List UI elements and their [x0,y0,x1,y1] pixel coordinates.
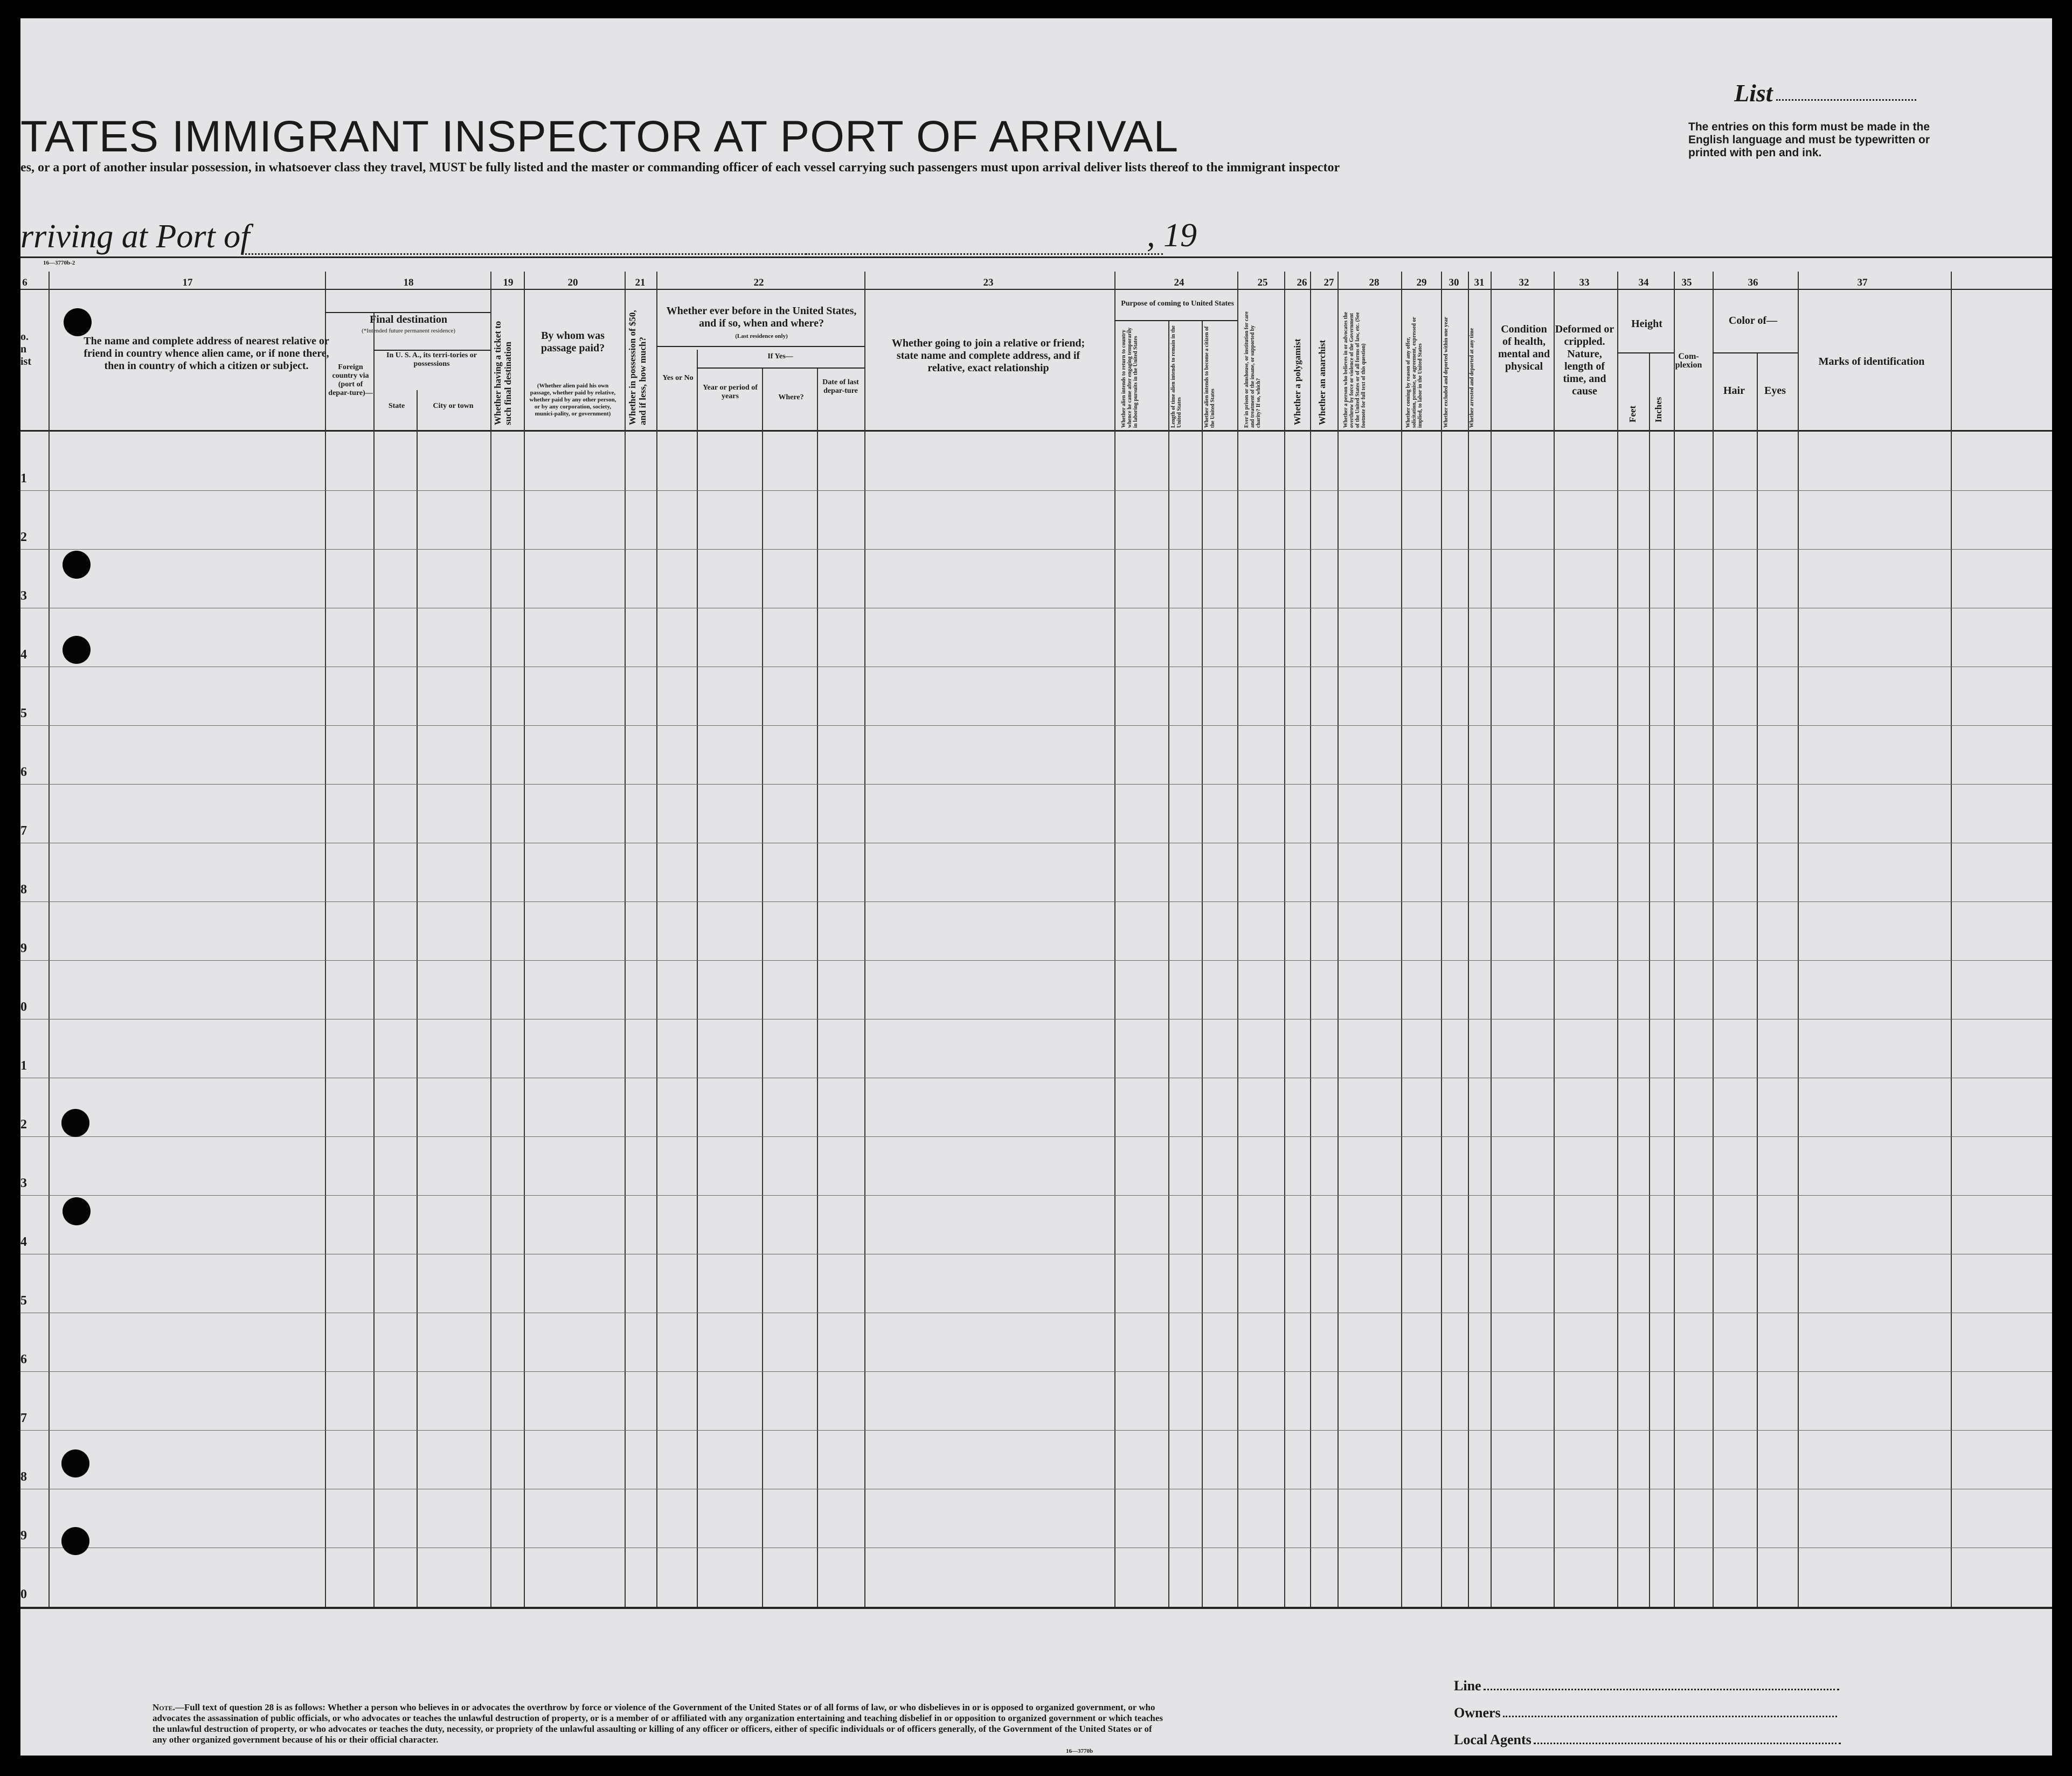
subheader-rule [656,346,864,347]
col24-length: Length of time alien intends to remain in the United States [1170,325,1182,428]
column-number: 19 [503,277,514,288]
column-rule [325,272,326,1607]
subheader-rule [697,367,864,369]
column-rule [1713,272,1714,1607]
row-number: 9 [20,1529,27,1543]
column-number: 22 [753,277,764,288]
column-number: 36 [1748,277,1758,288]
column-number: 26 [1297,277,1307,288]
row-rule [20,901,2052,902]
col25-header: Ever in prison or almshouse, or institution for care and treatment of the insane, or supported by charity? If so, which? [1244,311,1262,428]
column-number: 35 [1681,277,1692,288]
column-number: 23 [983,277,994,288]
top-form-code: 16—3770b-2 [43,260,75,266]
column-rule [1338,272,1339,1607]
row-number: 4 [20,1235,27,1249]
column-rule [1284,272,1285,1607]
column-number: 17 [182,277,193,288]
column-rule [1401,272,1402,1607]
row-number: 0 [20,1587,27,1601]
row-rule [20,784,2052,785]
row-number: 1 [20,471,27,485]
col18-note: (*Intended future permanent residence) [362,328,455,334]
list-number-field[interactable] [1776,99,1916,101]
col22-date: Date of last depar-ture [822,378,859,395]
col29-header: Whether coming by reason of any offer, solicitation, promise, or agreement, expressed or implied, to labor in the United States [1405,317,1423,428]
row-number: 2 [20,530,27,544]
year-prefix: , 19 [1147,217,1197,254]
col22-where: Where? [778,393,804,401]
column-number: 24 [1174,277,1184,288]
column-number: 30 [1449,277,1459,288]
col34-inches: Inches [1653,397,1664,422]
subheader-rule [325,312,490,313]
col36-eyes: Eyes [1764,385,1786,397]
row-rule [20,1195,2052,1196]
row-number: 3 [20,1176,27,1190]
table-bottom-rule [20,1607,2052,1609]
column-rule [1798,272,1799,1607]
column-number: 33 [1579,277,1590,288]
owners-field[interactable] [1454,1705,1837,1721]
header-rule [20,256,2052,258]
footnote-text: —Full text of question 28 is as follows: Whether a person who believes in or advocates the overthrow by force or violence of the Government of the United States or of all forms of law, or who disbelieves in or is opposed to organized government, or who advocates the assassination of public officials, or who advocates or teaches the unlawful destruction of property, or is a member of or affiliated with any organization entertaining and teaching disbelief in or opposition to organized government or which teaches the unlawful destruction of property, or who advocates or teaches the duty, necessity, or propriety of the unlawful assaulting or killing of any officer or officers, either of specific individuals or of officers generally, of the Government of the United States or of any other organized government because of his or their official character. [153,1702,1163,1745]
column-number: 34 [1638,277,1649,288]
row-number: 9 [20,941,27,955]
col21-header: Whether in possession of $50, and if less, how much? [627,310,648,425]
col33-header: Deformed or crippled. Nature, length of time, and cause [1555,323,1614,397]
col20-title: By whom was passage paid? [540,330,605,354]
column-rule [48,272,50,1607]
column-rule [373,312,375,1607]
column-rule [1237,272,1238,1607]
port-field-line[interactable] [241,253,807,255]
col19-header: Whether having a ticket to such final destination [493,321,513,425]
col31-header: Whether arrested and deported at any time [1469,328,1475,428]
col18-title: Final destination [370,314,447,325]
punch-hole [63,1197,91,1225]
footnote-label: Note. [153,1702,175,1712]
manifest-sheet [20,18,2052,1756]
col30-header: Whether excluded and deported within one year [1443,317,1449,428]
column-rule [1114,272,1115,1607]
row-number: 4 [20,648,27,662]
punch-hole [63,551,91,579]
col24-title: Purpose of coming to United States [1121,300,1234,308]
row-number: 5 [20,706,27,720]
col34-title: Height [1631,318,1662,330]
column-rule [1491,272,1492,1607]
column-number: 28 [1369,277,1380,288]
owners-label: Owners [1454,1705,1501,1720]
row-rule [20,1371,2052,1372]
column-rule [1674,272,1675,1607]
col36-hair: Hair [1723,385,1745,397]
row-number: 6 [20,1352,27,1366]
column-rule [1441,272,1442,1607]
column-rule [656,272,657,1607]
column-number: 37 [1857,277,1868,288]
row-rule [20,549,2052,550]
row-number: 1 [20,1059,27,1073]
col26-header: Whether a polygamist [1292,338,1302,425]
column-rule [524,272,525,1607]
column-number: 25 [1257,277,1268,288]
col22-note: (Last residence only) [735,333,788,339]
line-field[interactable] [1454,1678,1839,1694]
row-number: 8 [20,883,27,897]
line-field-dots [1484,1689,1839,1690]
column-rule [1168,320,1169,1607]
subheader-rule [373,350,490,351]
row-rule [20,725,2052,726]
column-rule [1468,272,1469,1607]
column-rule [817,369,818,1607]
column-number: 29 [1416,277,1427,288]
footer-form-code: 16—3770b [1066,1748,1093,1754]
col28-header: Whether a person who believes in or advocates the overthrow by force or violence of the Government of the United States or of all forms of law, etc. (See footnote for full text of this question) [1343,311,1367,428]
col23-header: Whether going to join a relative or friend; state name and complete address, and if relative, exact relationship [891,337,1085,374]
col36-title: Color of— [1728,315,1778,327]
punch-hole [64,308,92,336]
column-rule [1649,352,1650,1607]
col27-header: Whether an anarchist [1317,339,1327,425]
agents-field-dots [1534,1743,1841,1744]
column-number: 31 [1474,277,1485,288]
line-label: Line [1454,1678,1481,1694]
column-rule [762,369,763,1607]
row-number: 0 [20,1000,27,1014]
punch-hole [63,636,91,664]
subheader-rule [1617,352,1674,353]
col18-state: State [388,402,405,410]
date-field-line[interactable] [805,253,1163,255]
punch-hole [61,1527,89,1555]
column-rule [417,390,418,1607]
column-number: 32 [1519,277,1529,288]
punch-hole [61,1109,89,1137]
agents-label: Local Agents [1454,1732,1532,1747]
column-rule [625,272,626,1607]
form-title: TATES IMMIGRANT INSPECTOR AT PORT OF ARRIVAL [20,112,1179,161]
column-rule [1202,320,1203,1607]
row-number: 5 [20,1294,27,1308]
form-subtitle: es, or a port of another insular possession, in whatsoever class they travel, MUST be fully listed and the master or commanding officer of each vessel carrying such passengers must upon arrival deliver lists thereof to the immigrant inspector [20,161,1340,175]
column-rule [1554,272,1555,1607]
col34-feet: Feet [1627,405,1638,422]
col35-header: Com-plexion [1675,352,1702,370]
column-number: 18 [403,277,414,288]
col22-year: Year or period of years [703,384,758,400]
row-number: 2 [20,1118,27,1132]
column-rule [1757,352,1758,1607]
col24-return: Whether alien intends to return to country whence he came after engaging temporarily in laboring pursuits in the United States [1121,327,1139,428]
col22-ifyes: If Yes— [767,352,793,360]
col18-city: City or town [433,402,474,410]
row-number: 6 [20,765,27,779]
owners-field-dots [1503,1716,1837,1717]
agents-field[interactable] [1454,1732,1841,1748]
subheader-rule [1713,352,1798,353]
row-number: 8 [20,1470,27,1484]
col32-header: Condition of health, mental and physical [1498,323,1550,372]
column-number: 6 [22,277,27,288]
col37-header: Marks of identification [1818,356,1925,367]
row-number: 7 [20,1411,27,1425]
col22-yesno: Yes or No [662,374,694,382]
col18-foreign: Foreign country via (port of depar-ture)— [328,363,373,397]
entries-note: The entries on this form must be made in the English language and must be typewritten or printed with pen and ink. [1688,121,1930,159]
column-rule [1617,272,1618,1607]
col22-title: Whether ever before in the United States, and if so, when and where? [666,305,857,329]
column-rule [1951,272,1952,1607]
column-number: 20 [567,277,578,288]
column-rule [697,350,698,1607]
col16-header: o. n ist [20,331,31,367]
column-number: 21 [635,277,646,288]
arriving-port-label: rriving at Port of [20,218,250,255]
col17-header: The name and complete address of nearest relative or friend in country whence alien came, or if none there, then in country of which a citizen or subject. [84,335,329,372]
column-rule [864,272,865,1607]
row-rule [20,1136,2052,1137]
subheader-rule [1114,320,1237,321]
row-rule [20,1430,2052,1431]
list-label: List [1734,79,1773,107]
column-rule [1310,272,1311,1607]
footnote-q28 [153,1702,1166,1745]
row-rule [20,960,2052,961]
row-rule [20,490,2052,491]
row-number: 7 [20,824,27,838]
col20-note: (Whether alien paid his own passage, whether paid by relative, whether paid by any other person, or by any corporation, society, munici-pality, or government) [529,383,616,417]
col24-citizen: Whether alien intends to become a citizen of the United States [1204,326,1216,428]
column-number: 27 [1323,277,1334,288]
punch-hole [61,1449,89,1477]
col18-usa: In U. S. A., its terri-tories or possessions [386,351,477,368]
row-number: 3 [20,589,27,603]
column-rule [490,272,491,1607]
